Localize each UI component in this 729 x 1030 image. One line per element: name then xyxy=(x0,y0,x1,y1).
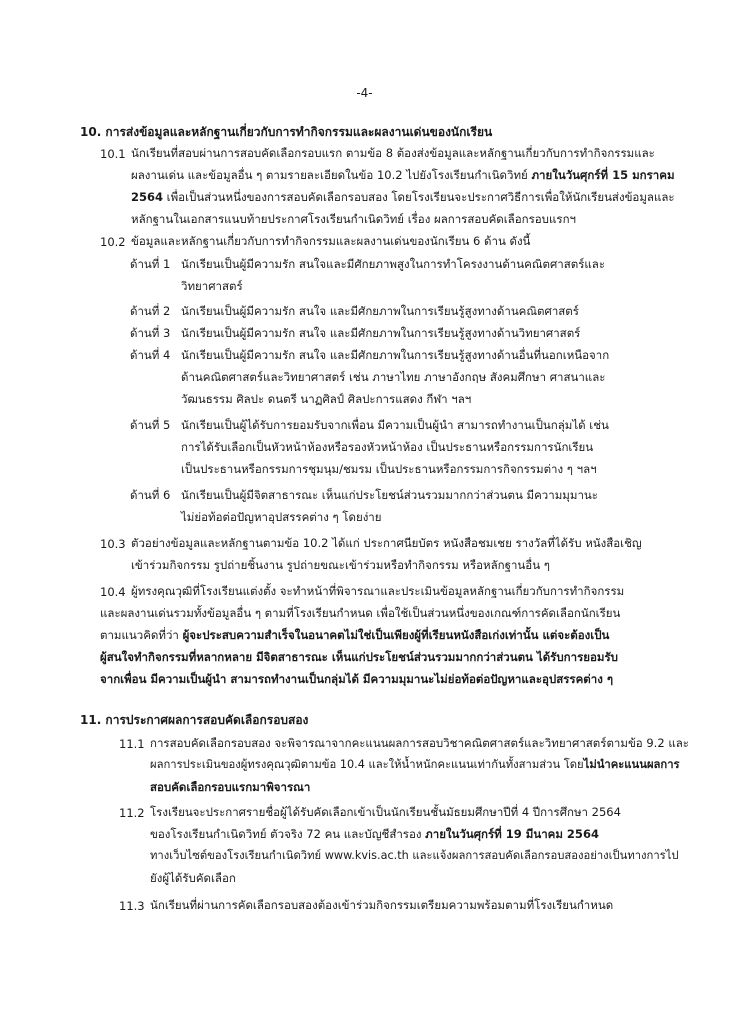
aspect-label: ด้านที่ 1 xyxy=(130,257,171,271)
paragraph-line: หลักฐานในเอกสารแนบท้ายประกาศโรงเรียนกำเนิดวิทย์ เรื่อง ผลการสอบคัดเลือกรอบแรกฯ xyxy=(131,212,576,226)
paragraph-line: ข้อมูลและหลักฐานเกี่ยวกับการทำกิจกรรมและผลงานเด่นของนักเรียน 6 ด้าน ดังนี้ xyxy=(131,234,531,248)
paragraph-line: การสอบคัดเลือกรอบสอง จะพิจารณาจากคะแนนผลการสอบวิชาคณิตศาสตร์และวิทยาศาสตร์ตามข้อ 9.2 และ xyxy=(150,736,689,750)
paragraph-line: ตัวอย่างข้อมูลและหลักฐานตามข้อ 10.2 ได้แก่ ประกาศนียบัตร หนังสือชมเชย รางวัลที่ได้รับ หนังสือเชิญ xyxy=(131,536,642,550)
paragraph-line: นักเรียนเป็นผู้มีความรัก สนใจ และมีศักยภาพในการเรียนรู้สูงทางด้านอื่นที่นอกเหนือจาก xyxy=(181,348,610,362)
item-number: 11.1 xyxy=(119,737,145,751)
page-number: -4- xyxy=(356,86,373,100)
aspect-label: ด้านที่ 3 xyxy=(130,326,171,340)
aspect-label: ด้านที่ 6 xyxy=(130,488,171,502)
paragraph-line: วิทยาศาสตร์ xyxy=(181,279,243,293)
paragraph-line: โรงเรียนจะประกาศรายชื่อผู้ได้รับคัดเลือกเข้าเป็นนักเรียนชั้นมัธยมศึกษาปีที่ 4 ปีการศึกษา 2564 xyxy=(150,805,621,819)
paragraph-line: ผลงานเด่น และข้อมูลอื่น ๆ ตามรายละเอียดในข้อ 10.2 ไปยังโรงเรียนกำเนิดวิทย์ ภายในวันศุกร์ที่ 15 มกราคม xyxy=(131,168,675,182)
paragraph-line: ผู้ทรงคุณวุฒิที่โรงเรียนแต่งตั้ง จะทำหน้าที่พิจารณาและประเมินข้อมูลหลักฐานเกี่ยวกับการทำกิจกรรม xyxy=(131,584,625,598)
item-number: 10.2 xyxy=(100,235,126,249)
emphasis-line: จากเพื่อน มีความเป็นผู้นำ สามารถทำงานเป็นกลุ่มได้ มีความมุมานะไม่ย่อท้อต่อปัญหาและอุปสรรคต่าง ๆ xyxy=(100,672,613,686)
paragraph-line: ตามแนวคิดที่ว่า ผู้จะประสบความสำเร็จในอนาคตไม่ใช่เป็นเพียงผู้ที่เรียนหนังสือเก่งเท่านั้น แต่จะต้องเป็น xyxy=(100,628,610,642)
deadline-date: ภายในวันศุกร์ที่ 15 มกราคม xyxy=(531,168,675,182)
paragraph-line: และผลงานเด่นรวมทั้งข้อมูลอื่น ๆ ตามที่โรงเรียนกำหนด เพื่อใช้เป็นส่วนหนึ่งของเกณฑ์การคัดเลือกนักเรียน xyxy=(100,606,621,620)
paragraph-line: นักเรียนเป็นผู้มีความรัก สนใจ และมีศักยภาพในการเรียนรู้สูงทางด้านคณิตศาสตร์ xyxy=(181,304,579,318)
item-number: 10.1 xyxy=(100,147,126,161)
paragraph-line: เป็นประธานหรือกรรมการชุมนุม/ชมรม เป็นประธานหรือกรรมการกิจกรรมต่าง ๆ ฯลฯ xyxy=(181,462,597,476)
aspect-label: ด้านที่ 2 xyxy=(130,304,171,318)
section-10-heading: 10. การส่งข้อมูลและหลักฐานเกี่ยวกับการทำกิจกรรมและผลงานเด่นของนักเรียน xyxy=(80,125,493,139)
paragraph-line: ด้านคณิตศาสตร์และวิทยาศาสตร์ เช่น ภาษาไทย ภาษาอังกฤษ สังคมศึกษา ศาสนาและ xyxy=(181,370,606,384)
paragraph-line: นักเรียนที่สอบผ่านการสอบคัดเลือกรอบแรก ตามข้อ 8 ต้องส่งข้อมูลและหลักฐานเกี่ยวกับการทำกิจกรรมและ xyxy=(131,146,655,160)
item-number: 11.2 xyxy=(119,806,145,820)
paragraph-line: เข้าร่วมกิจกรรม รูปถ่ายชิ้นงาน รูปถ่ายขณะเข้าร่วมหรือทำกิจกรรม หรือหลักฐานอื่น ๆ xyxy=(131,558,550,572)
aspect-label: ด้านที่ 4 xyxy=(130,348,171,362)
section-11-heading: 11. การประกาศผลการสอบคัดเลือกรอบสอง xyxy=(80,713,309,727)
paragraph-line: ไม่ย่อท้อต่อปัญหาอุปสรรคต่าง ๆ โดยง่าย xyxy=(181,510,382,524)
emphasis-line: สอบคัดเลือกรอบแรกมาพิจารณา xyxy=(150,780,311,794)
paragraph-line: นักเรียนเป็นผู้มีจิตสาธารณะ เห็นแก่ประโยชน์ส่วนรวมมากกว่าส่วนตน มีความมุมานะ xyxy=(181,488,598,502)
emphasis-text: ผู้จะประสบความสำเร็จในอนาคตไม่ใช่เป็นเพียงผู้ที่เรียนหนังสือเก่งเท่านั้น แต่จะต้องเป็น xyxy=(182,628,610,642)
paragraph-line: 2564 เพื่อเป็นส่วนหนึ่งของการสอบคัดเลือกรอบสอง โดยโรงเรียนจะประกาศวิธีการเพื่อให้นักเรียนส่งข้อมูลและ xyxy=(131,190,675,204)
deadline-year: 2564 xyxy=(131,190,164,204)
paragraph-line: ยังผู้ได้รับคัดเลือก xyxy=(150,871,236,885)
paragraph-line: การได้รับเลือกเป็นหัวหน้าห้องหรือรองหัวหน้าห้อง เป็นประธานหรือกรรมการนักเรียน xyxy=(181,440,594,454)
paragraph-line: นักเรียนที่ผ่านการคัดเลือกรอบสองต้องเข้าร่วมกิจกรรมเตรียมความพร้อมตามที่โรงเรียนกำหนด xyxy=(150,898,614,912)
paragraph-line: นักเรียนเป็นผู้ได้รับการยอมรับจากเพื่อน มีความเป็นผู้นำ สามารถทำงานเป็นกลุ่มได้ เช่น xyxy=(181,418,609,432)
item-number: 10.4 xyxy=(100,585,126,599)
paragraph-line: ของโรงเรียนกำเนิดวิทย์ ตัวจริง 72 คน และบัญชีสำรอง ภายในวันศุกร์ที่ 19 มีนาคม 2564 xyxy=(150,827,599,841)
aspect-label: ด้านที่ 5 xyxy=(130,418,171,432)
paragraph-line: ทางเว็บไซต์ของโรงเรียนกำเนิดวิทย์ www.kvis.ac.th และแจ้งผลการสอบคัดเลือกรอบสองอย่างเป็นทางการไป xyxy=(150,849,679,862)
paragraph-line: นักเรียนเป็นผู้มีความรัก สนใจ และมีศักยภาพในการเรียนรู้สูงทางด้านวิทยาศาสตร์ xyxy=(181,326,581,340)
emphasis-line: ผู้สนใจทำกิจกรรมที่หลากหลาย มีจิตสาธารณะ เห็นแก่ประโยชน์ส่วนรวมมากกว่าส่วนตน ได้รับการยอมรับ xyxy=(100,650,618,664)
paragraph-line: วัฒนธรรม ศิลปะ ดนตรี นาฏศิลป์ ศิลปะการแสดง กีฬา ฯลฯ xyxy=(181,392,472,406)
paragraph-line: ผลการประเมินของผู้ทรงคุณวุฒิตามข้อ 10.4 และให้น้ำหนักคะแนนเท่ากันทั้งสามส่วน โดยไม่นำคะแนนผลการ xyxy=(150,758,680,771)
paragraph-line: นักเรียนเป็นผู้มีความรัก สนใจและมีศักยภาพสูงในการทำโครงงานด้านคณิตศาสตร์และ xyxy=(181,257,606,271)
announcement-date: ภายในวันศุกร์ที่ 19 มีนาคม 2564 xyxy=(425,827,599,841)
emphasis-text: ไม่นำคะแนนผลการ xyxy=(583,758,680,771)
item-number: 11.3 xyxy=(119,899,145,913)
item-number: 10.3 xyxy=(100,537,126,551)
